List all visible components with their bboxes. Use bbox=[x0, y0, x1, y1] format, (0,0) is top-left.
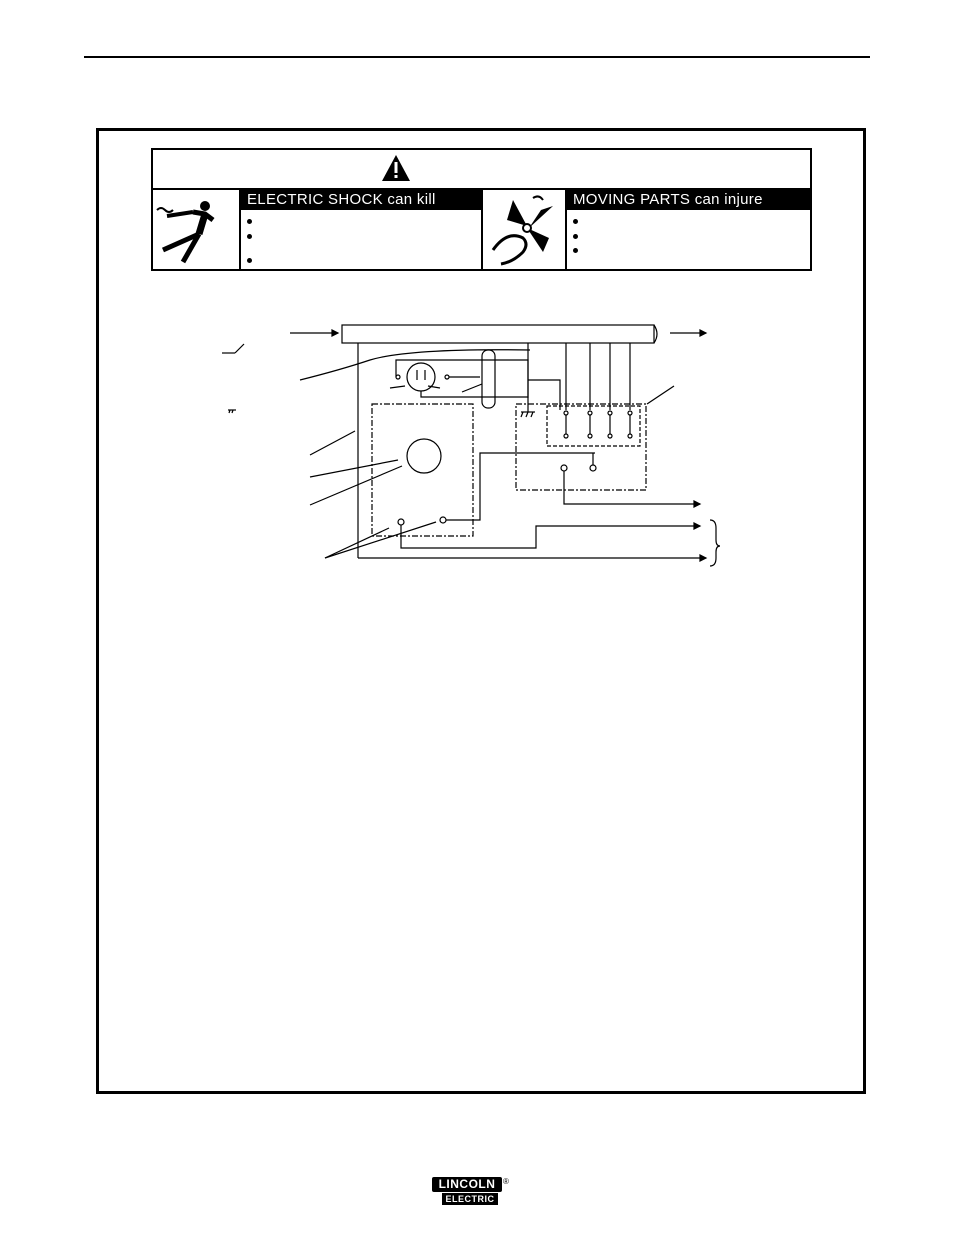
registered-mark: ® bbox=[503, 1177, 509, 1186]
electric-shock-panel bbox=[241, 190, 483, 269]
bullet bbox=[573, 234, 578, 239]
moving-parts-panel bbox=[567, 190, 810, 269]
logo-line2: ELECTRIC bbox=[442, 1193, 498, 1205]
electric-shock-cell bbox=[153, 190, 241, 269]
bullet bbox=[247, 219, 252, 224]
warning-box bbox=[151, 148, 812, 271]
page-frame bbox=[96, 128, 866, 1094]
wiring-diagram bbox=[140, 300, 780, 590]
top-rule bbox=[84, 56, 870, 58]
moving-parts-icon bbox=[483, 190, 565, 269]
moving-parts-cell bbox=[483, 190, 567, 269]
bullet bbox=[247, 234, 252, 239]
warning-header bbox=[153, 150, 810, 190]
bullet bbox=[573, 219, 578, 224]
electric-shock-icon bbox=[153, 190, 239, 269]
logo-line1: LINCOLN bbox=[432, 1177, 502, 1192]
bullet bbox=[247, 258, 252, 263]
moving-parts-label: MOVING PARTS can injure bbox=[567, 190, 810, 210]
warning-triangle-icon bbox=[381, 154, 411, 182]
bullet bbox=[573, 248, 578, 253]
electric-shock-label: ELECTRIC SHOCK can kill bbox=[241, 190, 481, 210]
lincoln-electric-logo bbox=[432, 1177, 510, 1209]
